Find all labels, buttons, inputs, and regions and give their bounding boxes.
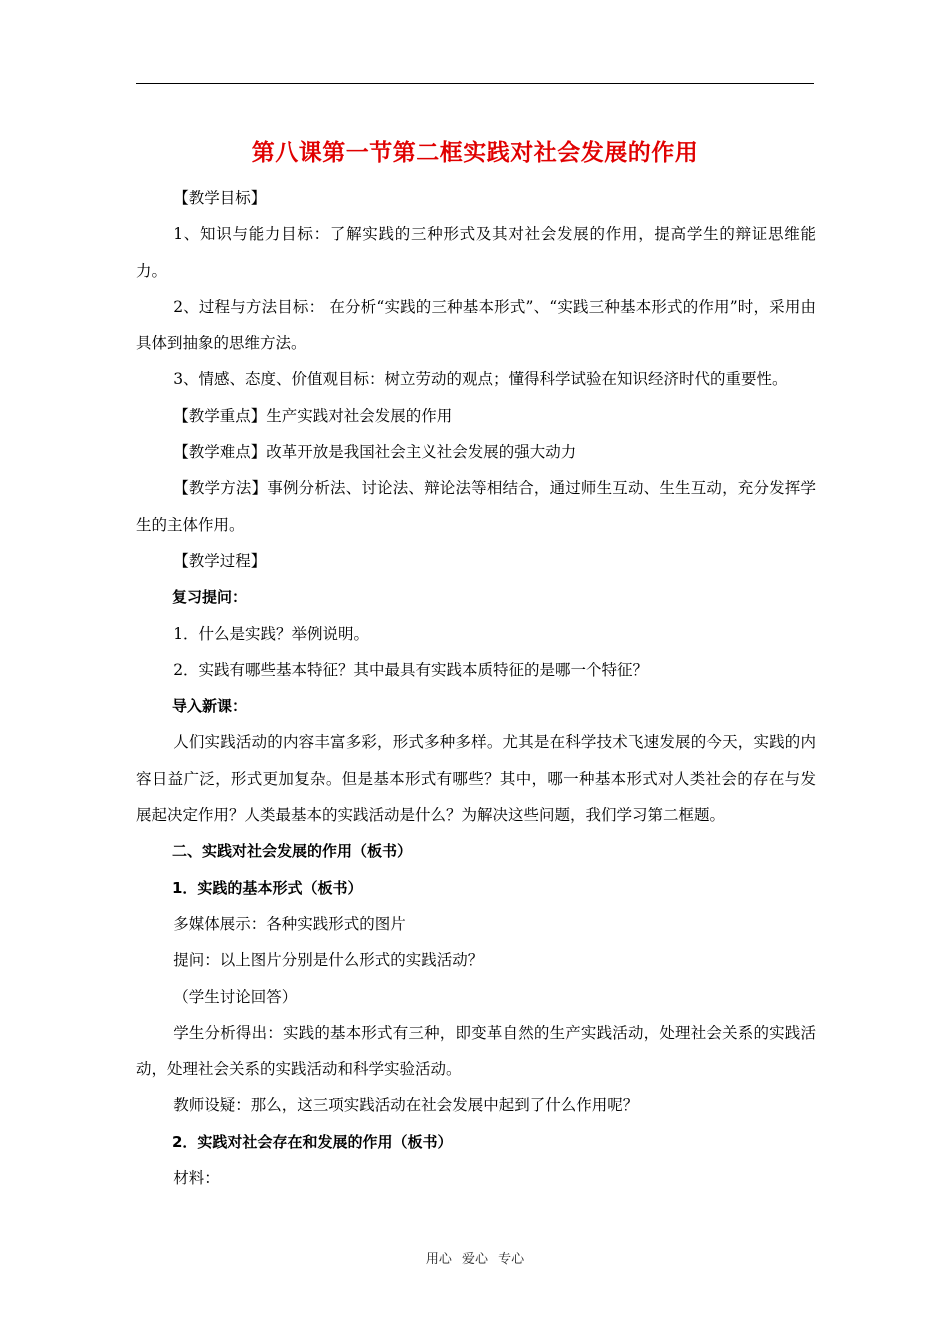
paragraph-difficulty: 【教学难点】改革开放是我国社会主义社会发展的强大动力 bbox=[173, 443, 577, 462]
heading-basic-forms: 1．实践的基本形式（板书） bbox=[172, 878, 363, 897]
section-heading-objectives: 【教学目标】 bbox=[173, 189, 267, 207]
paragraph-teacher-question: 教师设疑：那么，这三项实践活动在社会发展中起到了什么作用呢？ bbox=[173, 1096, 639, 1115]
question-2: 2．实践有哪些基本特征？其中最具有实践本质特征的是哪一个特征？ bbox=[173, 660, 649, 679]
section-heading-process: 【教学过程】 bbox=[173, 551, 267, 570]
subheading-review: 复习提问： bbox=[172, 588, 248, 607]
question-1: 1．什么是实践？举例说明。 bbox=[173, 624, 370, 643]
document-body bbox=[136, 180, 816, 1196]
paragraph-key-point: 【教学重点】生产实践对社会发展的作用 bbox=[173, 406, 453, 425]
heading-section-two: 二、实践对社会发展的作用（板书） bbox=[172, 842, 413, 861]
paragraph-question: 提问：以上图片分别是什么形式的实践活动？ bbox=[173, 951, 484, 970]
paragraph-objective-process: 2、过程与方法目标： 在分析“实践的三种基本形式”、“实践三种基本形式的作用”时，采用由具体到抽象的思维方法。 bbox=[136, 297, 816, 353]
page-footer: 用心 爱心 专心 bbox=[425, 1252, 525, 1267]
paragraph-method: 【教学方法】事例分析法、讨论法、辩论法等相结合，通过师生互动、生生互动，充分发挥学生的主体作用。 bbox=[136, 479, 816, 534]
paragraph-discussion: （学生讨论回答） bbox=[173, 987, 298, 1006]
document-title: 第八课第一节第二框实践对社会发展的作用 bbox=[251, 140, 699, 166]
paragraph-objective-attitude: 3、情感、态度、价值观目标：树立劳动的观点；懂得科学试验在知识经济时代的重要性。 bbox=[173, 370, 788, 389]
paragraph-multimedia: 多媒体展示：各种实践形式的图片 bbox=[173, 914, 406, 933]
paragraph-intro: 人们实践活动的内容丰富多彩，形式多种多样。尤其是在科学技术飞速发展的今天，实践的内容日益广泛，形式更加复杂。但是基本形式有哪些？其中，哪一种基本形式对人类社会的存在与发展起决定作用？人类最基本的实践活动是什么？为解决这些问题，我们学习第二框题。 bbox=[136, 733, 816, 825]
paragraph-objective-knowledge: 1、知识与能力目标：了解实践的三种形式及其对社会发展的作用，提高学生的辩证思维能力。 bbox=[136, 225, 816, 280]
subheading-intro: 导入新课： bbox=[172, 697, 248, 716]
paragraph-material: 材料： bbox=[173, 1169, 220, 1188]
paragraph-analysis: 学生分析得出：实践的基本形式有三种，即变革自然的生产实践活动，处理社会关系的实践活动，处理社会关系的实践活动和科学实验活动。 bbox=[136, 1023, 816, 1079]
heading-role-of-practice: 2．实践对社会存在和发展的作用（板书） bbox=[172, 1132, 453, 1151]
header-rule bbox=[136, 83, 814, 84]
